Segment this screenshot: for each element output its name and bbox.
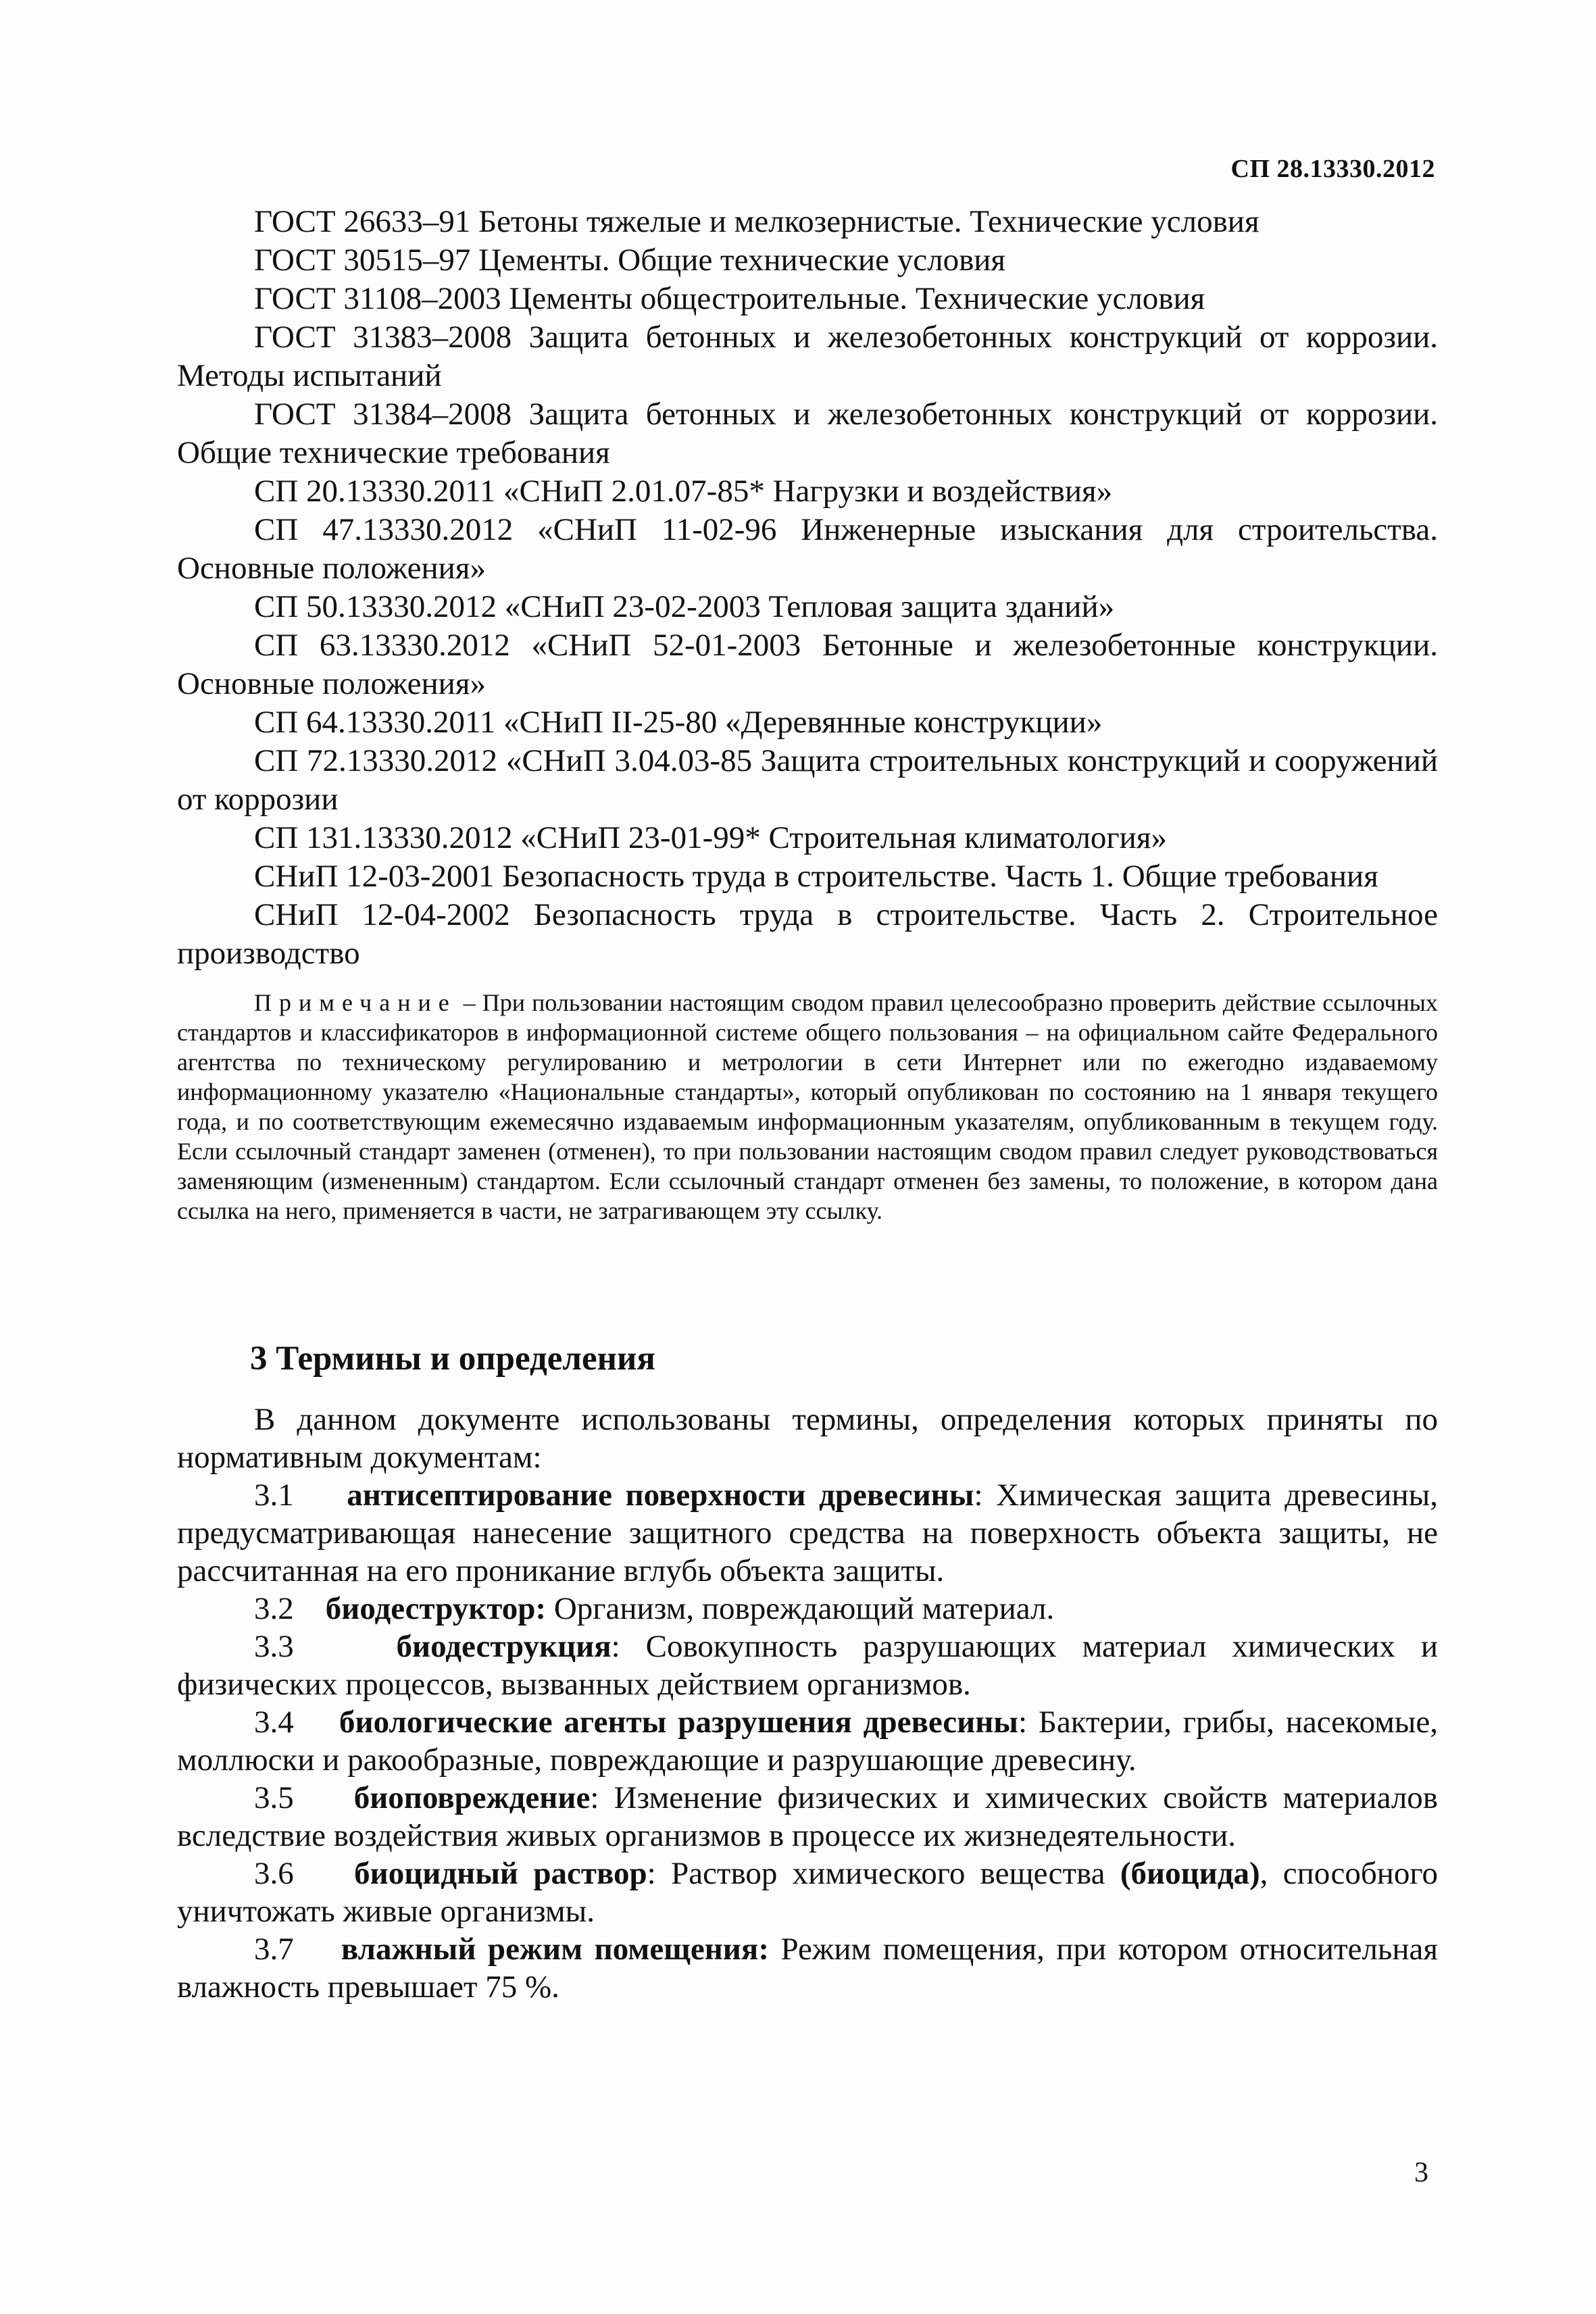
term-name: биоцидный раствор [354, 1856, 647, 1891]
term-item [177, 1855, 1438, 1930]
term-inline-bold: (биоцида) [1120, 1856, 1260, 1891]
term-name: биодеструктор: [325, 1591, 547, 1626]
references-list [177, 203, 1438, 973]
term-separator: : [974, 1478, 983, 1513]
term-name: антисептирование поверхности древесины [347, 1478, 974, 1513]
section-intro: В данном документе использованы термины, определения которых приняты по нормативным документам: [177, 1402, 1438, 1475]
term-definition-tail: , способного уничтожать живые организмы. [177, 1856, 1438, 1929]
term-name: биодеструкция [396, 1629, 612, 1664]
note-text: – При пользовании настоящим сводом правил целесообразно проверить действие ссылочных стандартов и классификаторов в информационной системе общего пользования – на официальном сайте Федерального агентства по техническому регулированию и метрологии в сети Интернет или по ежегодно издаваемому информационному указателю «Национальные стандарты», который опубликован по состоянию на 1 января текущего года, и по соответствующим ежемесячно издаваемым информационным указателям, опубликованным в текущем году. Если ссылочный стандарт заменен (отменен), то при пользовании настоящим сводом правил следует руководствоваться заменяющим (измененным) стандартом. Если ссылочный стандарт отменен без замены, то положение, в котором дана ссылка на него, применяется в части, не затрагивающем эту ссылку. [177, 989, 1438, 1224]
term-number: 3.2 [254, 1591, 294, 1626]
term-definition: Раствор химического вещества [655, 1856, 1120, 1891]
term-name: влажный режим помещения: [341, 1932, 769, 1967]
reference-item: СП 47.13330.2012 «СНиП 11-02-96 Инженерные изыскания для строительства. Основные положения» [177, 512, 1438, 586]
term-item [177, 1590, 1438, 1628]
term-separator: : [1018, 1705, 1028, 1740]
reference-item: СП 64.13330.2011 «СНиП II-25-80 «Деревянные конструкции» [254, 705, 1103, 740]
term-definition: Изменение физических и химических свойств материалов вследствие воздействия живых организмов в процессе их жизнедеятельности. [177, 1780, 1438, 1853]
reference-item: ГОСТ 31384–2008 Защита бетонных и железобетонных конструкций от коррозии. Общие технические требования [177, 397, 1438, 470]
term-definition: Совокупность разрушающих материал химических и физических процессов, вызванных действием организмов. [177, 1629, 1439, 1702]
term-definition: Организм, повреждающий материал. [546, 1591, 1055, 1626]
term-definition: Режим помещения, при котором относительная влажность превышает 75 %. [177, 1932, 1438, 2005]
term-number: 3.5 [254, 1780, 294, 1815]
section-title: 3 Термины и определения [250, 1340, 656, 1378]
references-note [177, 988, 1438, 1226]
note-label: Примечание [254, 989, 457, 1016]
document-code: СП 28.13330.2012 [1230, 155, 1435, 183]
term-number: 3.6 [254, 1856, 294, 1891]
page-number: 3 [1414, 2157, 1428, 2188]
term-number: 3.7 [254, 1932, 294, 1967]
term-separator: : [611, 1629, 620, 1664]
reference-item: ГОСТ 26633–91 Бетоны тяжелые и мелкозернистые. Технические условия [254, 204, 1260, 239]
reference-item: СП 63.13330.2012 «СНиП 52-01-2003 Бетонные и железобетонные конструкции. Основные положения» [177, 628, 1438, 701]
reference-item: СП 72.13330.2012 «СНиП 3.04.03-85 Защита строительных конструкций и сооружений от коррозии [177, 743, 1438, 817]
term-item [177, 1703, 1438, 1779]
term-item [177, 1930, 1438, 2006]
term-item [177, 1476, 1438, 1590]
reference-item: ГОСТ 31108–2003 Цементы общестроительные. Технические условия [254, 281, 1205, 316]
term-item [177, 1779, 1438, 1855]
term-name: биологические агенты разрушения древесины [339, 1705, 1018, 1740]
term-number: 3.1 [254, 1478, 294, 1513]
term-number: 3.3 [254, 1629, 294, 1664]
term-separator: : [590, 1780, 599, 1815]
term-number: 3.4 [254, 1705, 294, 1740]
term-name: биоповреждение [353, 1780, 591, 1815]
reference-item: ГОСТ 30515–97 Цементы. Общие технические условия [254, 243, 1006, 278]
reference-item: СНиП 12-03-2001 Безопасность труда в строительстве. Часть 1. Общие требования [254, 859, 1378, 894]
term-separator: : [647, 1856, 656, 1891]
term-definition: Бактерии, грибы, насекомые, моллюски и ракообразные, повреждающие и разрушающие древесину. [177, 1705, 1439, 1778]
reference-item: СП 50.13330.2012 «СНиП 23-02-2003 Тепловая защита зданий» [254, 589, 1115, 624]
reference-item: СП 131.13330.2012 «СНиП 23-01-99* Строительная климатология» [254, 820, 1167, 855]
terms-list [177, 1401, 1438, 2006]
reference-item: СП 20.13330.2011 «СНиП 2.01.07-85* Нагрузки и воздействия» [254, 474, 1113, 509]
reference-item: СНиП 12-04-2002 Безопасность труда в строительстве. Часть 2. Строительное производство [177, 897, 1438, 971]
term-item [177, 1628, 1438, 1703]
reference-item: ГОСТ 31383–2008 Защита бетонных и железобетонных конструкций от коррозии. Методы испытаний [177, 320, 1438, 393]
term-definition: Химическая защита древесины, предусматривающая нанесение защитного средства на поверхность объекта защиты, не рассчитанная на его проникание вглубь объекта защиты. [177, 1478, 1438, 1588]
